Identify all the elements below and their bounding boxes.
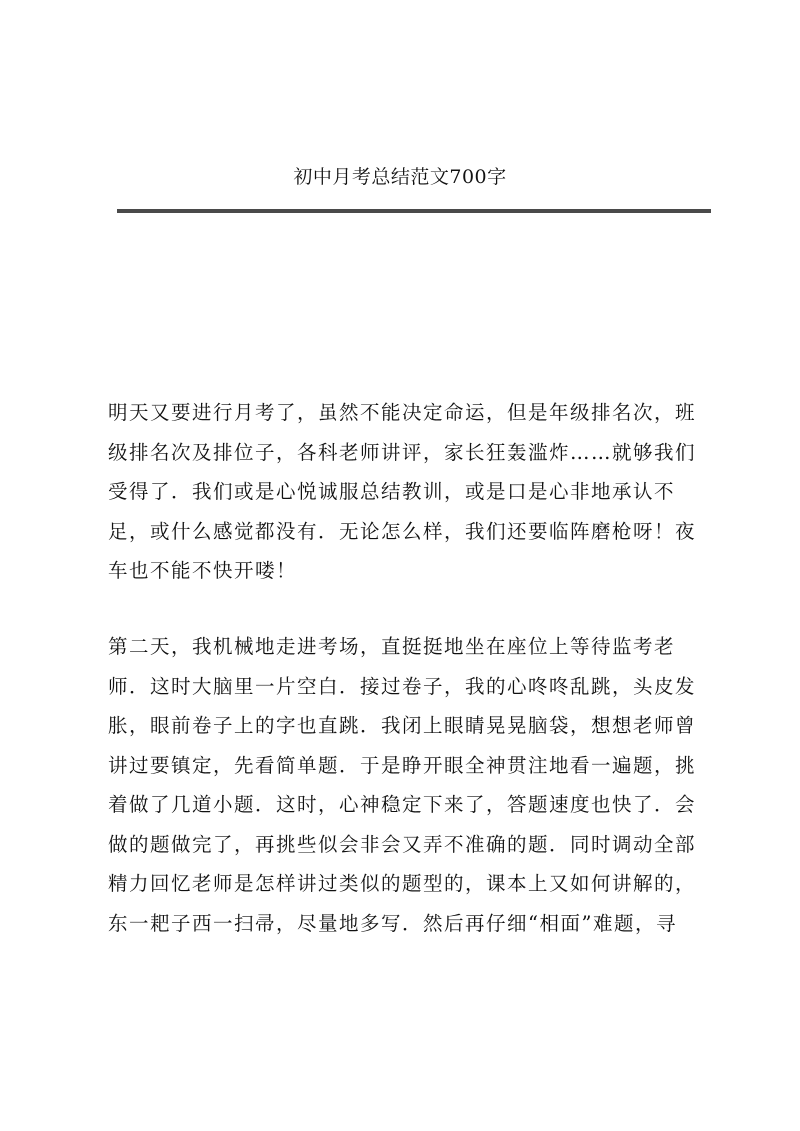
paragraph-line: 第二天，我机械地走进考场，直挺挺地坐在座位上等待监考老 bbox=[108, 635, 676, 658]
paragraph-line: 级排名次及排位子，各科老师讲评，家长狂轰滥炸……就够我们 bbox=[108, 440, 697, 464]
paragraph-line: 明天又要进行月考了，虽然不能决定命运，但是年级排名次，班 bbox=[108, 401, 697, 424]
paragraph-line: 讲过要镇定，先看简单题．于是睁开眼全神贯注地看一遍题，挑 bbox=[108, 753, 697, 777]
paragraph-line: 受得了．我们或是心悦诚服总结教训，或是口是心非地承认不 bbox=[108, 480, 676, 503]
paragraph-line: 足，或什么感觉都没有．无论怎么样，我们还要临阵磨枪呀！夜 bbox=[108, 519, 697, 543]
title-underline bbox=[117, 209, 711, 213]
paragraph-line: 胀，眼前卷子上的字也直跳．我闭上眼睛晃晃脑袋，想想老师曾 bbox=[108, 714, 697, 737]
paragraph-2 bbox=[108, 627, 714, 943]
paragraph-line: 师．这时大脑里一片空白．接过卷子，我的心咚咚乱跳，头皮发 bbox=[108, 674, 697, 698]
paragraph-line: 车也不能不快开喽！ bbox=[108, 559, 298, 582]
paragraph-line: 做的题做完了，再挑些似会非会又弄不准确的题．同时调动全部 bbox=[108, 832, 697, 856]
paragraph-line: 着做了几道小题．这时，心神稳定下来了，答题速度也快了．会 bbox=[108, 793, 697, 816]
paragraph-line: 东一耙子西一扫帚，尽量地多写．然后再仔细“相面”难题，寻 bbox=[108, 911, 677, 935]
paragraph-line: 精力回忆老师是怎样讲过类似的题型的，课本上又如何讲解的， bbox=[108, 872, 697, 895]
paragraph-1 bbox=[108, 393, 714, 591]
document-title: 初中月考总结范文700字 bbox=[293, 166, 507, 188]
